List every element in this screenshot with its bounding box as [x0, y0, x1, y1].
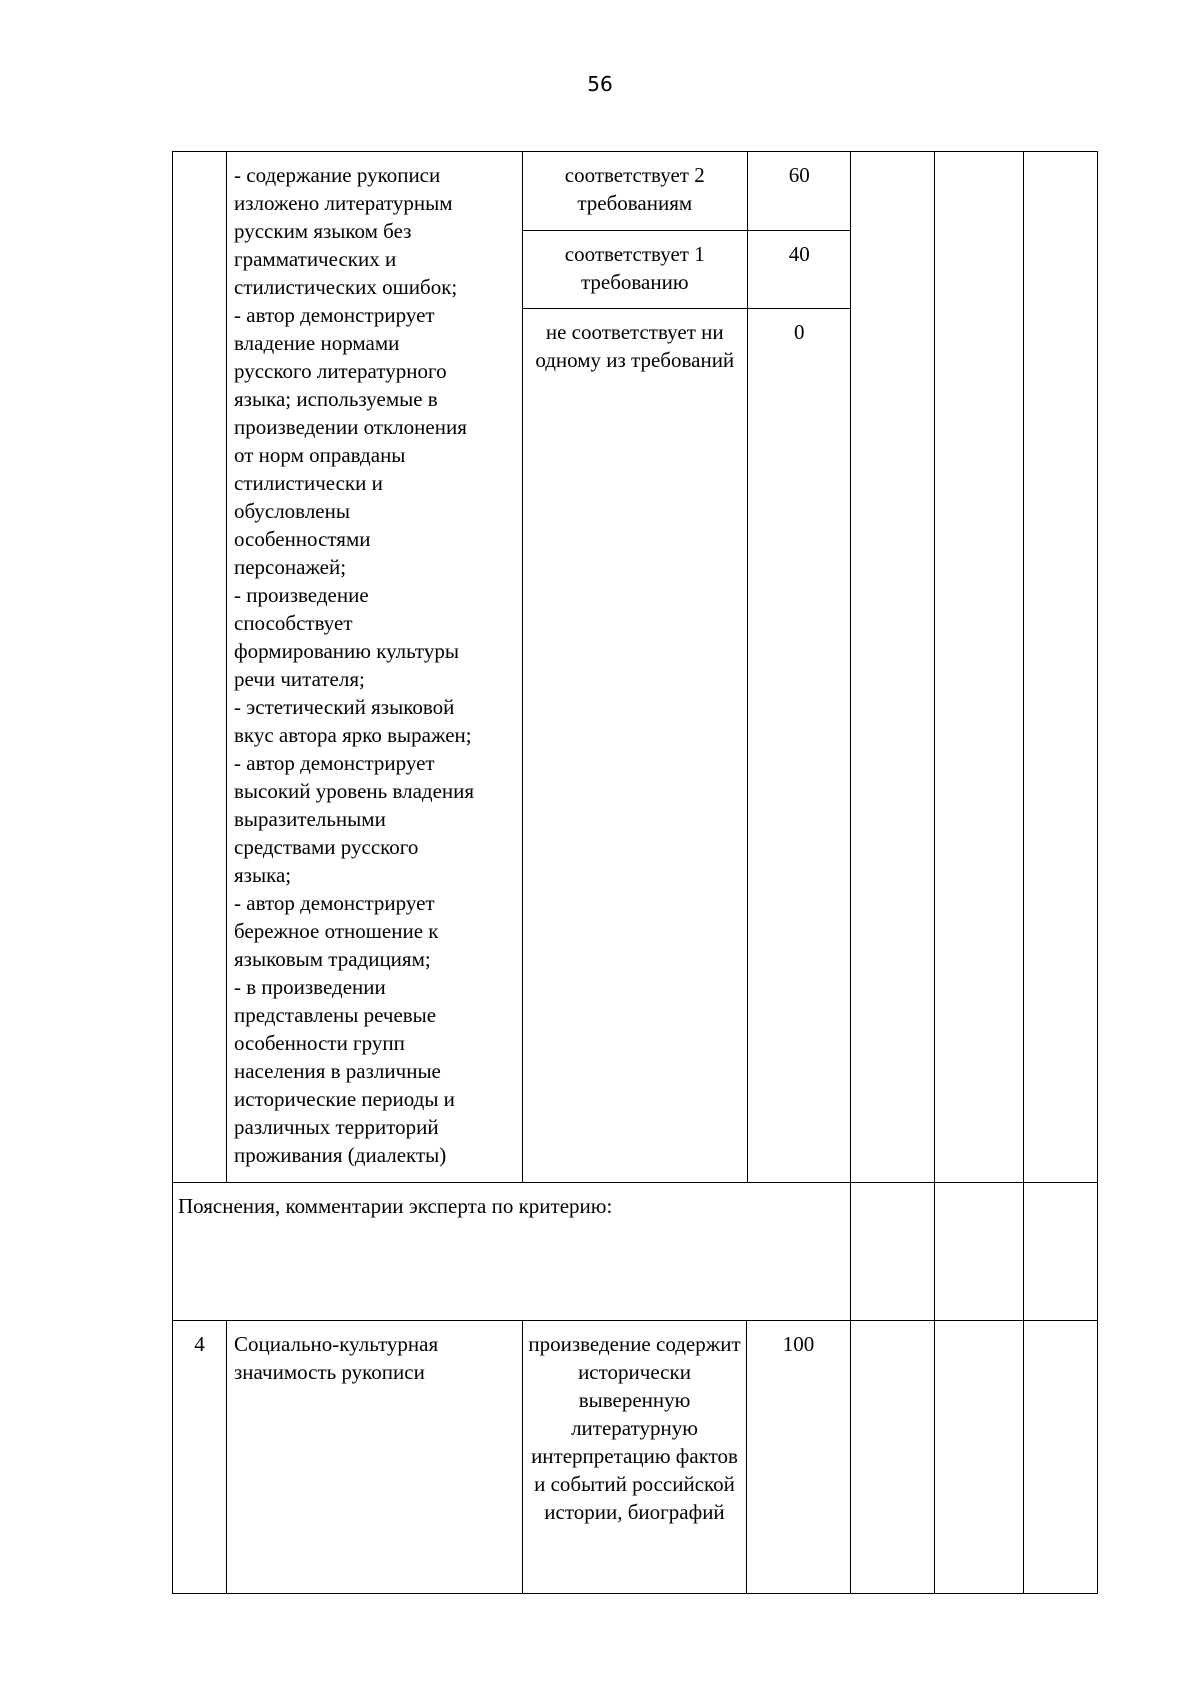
level-points: 0 — [747, 308, 851, 1182]
row-number-cell — [173, 152, 227, 1183]
criterion-row-language — [173, 152, 1098, 1183]
levels-subtable — [523, 152, 851, 1182]
criterion-row-4 — [173, 1321, 1098, 1594]
level-points: 40 — [747, 230, 851, 308]
row-number: 4 — [173, 1321, 227, 1594]
empty-cell — [935, 152, 1024, 1183]
empty-cell — [935, 1321, 1024, 1594]
level-points: 60 — [747, 152, 851, 230]
level-row — [523, 152, 851, 230]
level-row — [523, 308, 851, 1182]
level-row — [523, 230, 851, 308]
page-number: 56 — [587, 72, 613, 96]
evaluation-table — [172, 151, 1098, 1594]
criterion-description: - содержание рукописи изложено литературным русским языком без грамматических и стилистических ошибок; - автор демонстрирует владение нормами русского литературного языка; используемые в произведении отклонения от норм оправданы стилистически и обусловлены особенностями персонажей; - произведение способствует формированию культуры речи читателя; - эстетический языковой вкус автора ярко выражен; - автор демонстрирует высокий уровень владения выразительными средствами русского языка; - автор демонстрирует бережное отношение к языковым традициям; - в произведении представлены речевые особенности групп населения в различные исторические периоды и различных территорий проживания (диалекты) — [227, 152, 523, 1183]
empty-cell — [851, 152, 935, 1183]
empty-cell — [1024, 1183, 1098, 1321]
level-label: соответствует 2 требованиям — [523, 152, 747, 230]
levels-cell — [523, 152, 851, 1183]
expert-comment-row — [173, 1183, 1098, 1321]
level-label: произведение содержит исторически выверенную литературную интерпретацию фактов и событий российской истории, биографий — [523, 1321, 747, 1594]
level-label: не соответствует ни одному из требований — [535, 319, 735, 372]
empty-cell — [935, 1183, 1024, 1321]
expert-comment-label: Пояснения, комментарии эксперта по критерию: — [173, 1183, 851, 1321]
level-points: 100 — [747, 1321, 851, 1594]
empty-cell — [851, 1183, 935, 1321]
empty-cell — [1024, 152, 1098, 1183]
empty-cell — [1024, 1321, 1098, 1594]
level-label: соответствует 1 требованию — [523, 230, 747, 308]
empty-cell — [851, 1321, 935, 1594]
criterion-name: Социально-культурная значимость рукописи — [227, 1321, 523, 1594]
